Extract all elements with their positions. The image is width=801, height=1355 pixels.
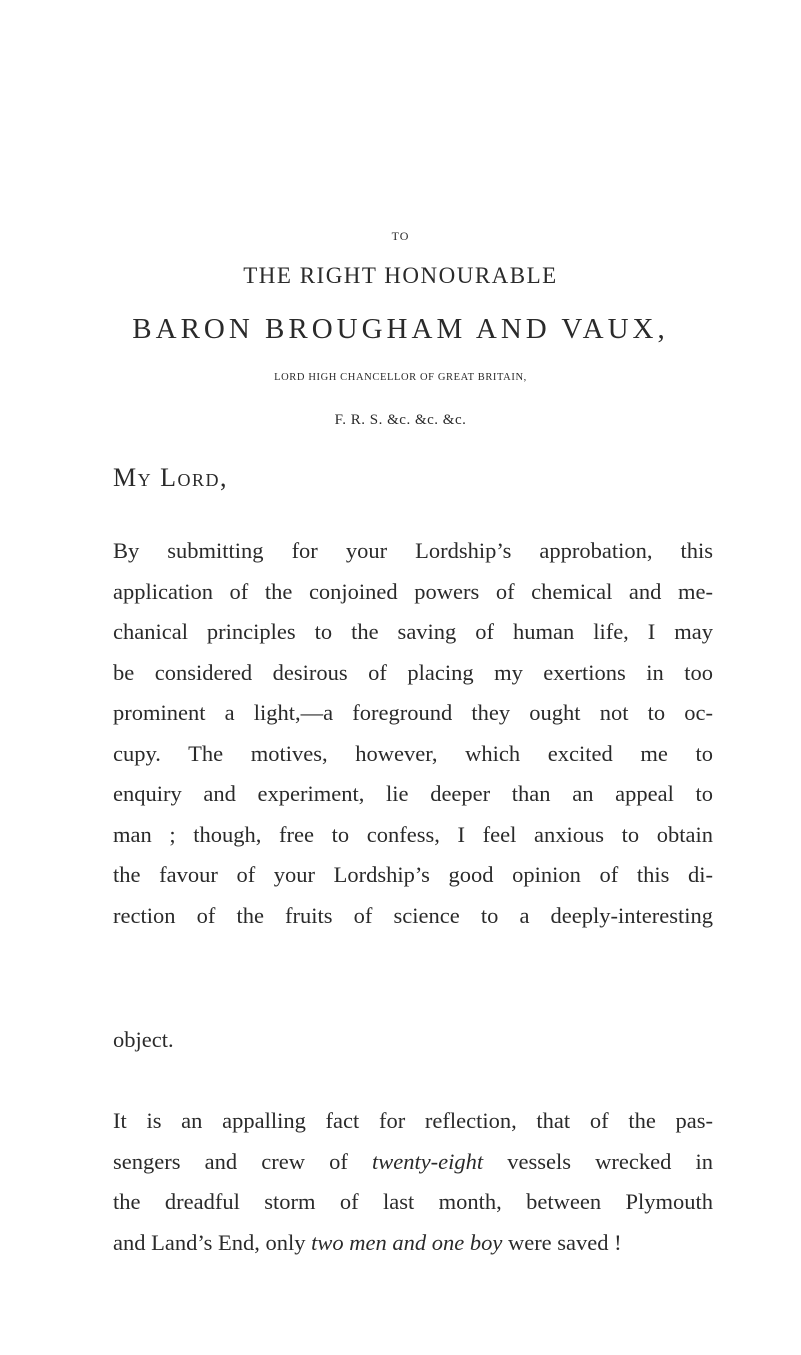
- text-line: chanical principles to the saving of human life, I may: [113, 619, 713, 644]
- text-line: rection of the fruits of science to a deeply-interesting: [113, 902, 713, 928]
- paragraph-wrecks: [113, 1101, 713, 1263]
- text-line: man ; though, free to confess, I feel anxious to obtain: [113, 821, 713, 847]
- text-line: It is an appalling fact for reflection, that of the pas-: [113, 1108, 713, 1133]
- dedication-title-line: THE RIGHT HONOURABLE: [243, 263, 558, 288]
- text-line: [113, 1142, 713, 1183]
- dedication-honours-line: F. R. S. &c. &c. &c.: [334, 412, 467, 428]
- text-segment: sengers and crew of: [113, 1148, 372, 1174]
- text-line: prominent a light,—a foreground they ought not to oc-: [113, 700, 713, 725]
- salutation: My Lord,: [113, 463, 229, 492]
- paragraph-approbation: [113, 531, 713, 936]
- dedication-office-line: LORD HIGH CHANCELLOR OF GREAT BRITAIN,: [274, 372, 527, 383]
- emphasis-twenty-eight: twenty-eight: [371, 1148, 484, 1174]
- text-line: cupy. The motives, however, which excited me to: [113, 740, 713, 766]
- text-line: application of the conjoined powers of chemical and me-: [113, 578, 713, 604]
- text-line: By submitting for your Lordship’s approbation, this: [113, 538, 713, 563]
- text-line: the dreadful storm of last month, between Plymouth: [113, 1189, 713, 1214]
- paragraph-approbation-end: [113, 1020, 713, 1061]
- text-segment: were saved !: [502, 1229, 622, 1255]
- text-line: be considered desirous of placing my exertions in too: [113, 659, 713, 685]
- text-segment: and Land’s End, only: [113, 1229, 312, 1255]
- dedication-name-line: BARON BROUGHAM AND VAUX,: [132, 313, 669, 345]
- emphasis-survivors: two men and one boy: [311, 1229, 503, 1255]
- dedication-to: TO: [391, 229, 410, 243]
- text-line: object.: [113, 1027, 174, 1052]
- text-line: the favour of your Lordship’s good opinion of this di-: [113, 862, 713, 887]
- text-line: enquiry and experiment, lie deeper than an appeal to: [113, 781, 713, 806]
- text-line: [113, 1223, 713, 1264]
- text-segment: vessels wrecked in: [483, 1148, 714, 1174]
